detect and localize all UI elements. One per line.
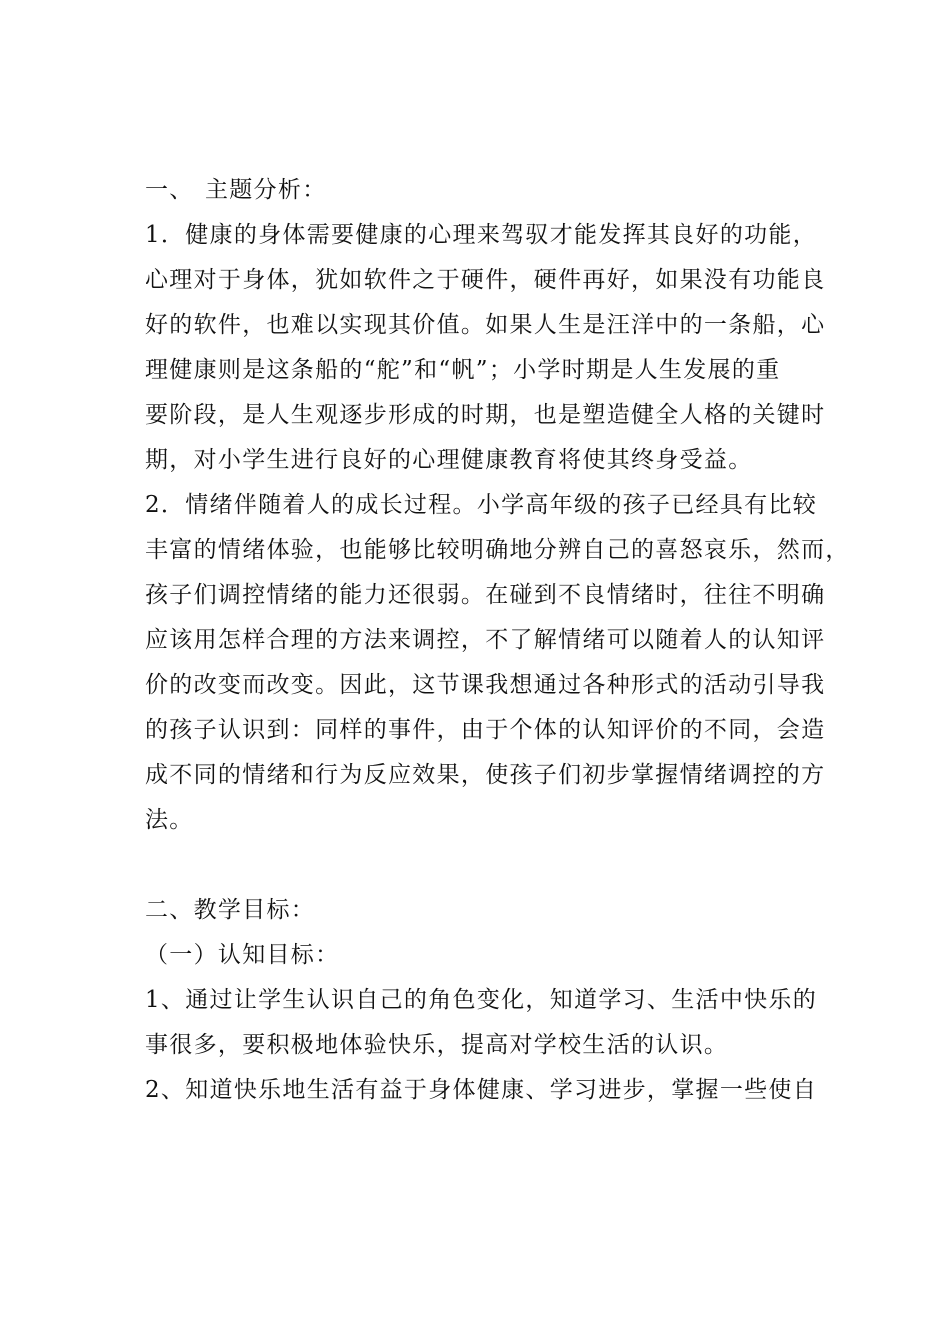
paragraph-line: 1．健康的身体需要健康的心理来驾驭才能发挥其良好的功能， — [145, 222, 818, 248]
list-item-line: 事很多，要积极地体验快乐，提高对学校生活的认识。 — [145, 1032, 729, 1058]
paragraph-line: 理健康则是这条船的“舵”和“帆”；小学时期是人生发展的重 — [145, 357, 781, 383]
section-2-items — [145, 978, 818, 1113]
list-item-line: 1、通过让学生认识自己的角色变化，知道学习、生活中快乐的 — [145, 987, 818, 1013]
paragraph-line: 的孩子认识到：同样的事件，由于个体的认知评价的不同，会造 — [145, 717, 826, 743]
paragraph-line: 心理对于身体，犹如软件之于硬件，硬件再好，如果没有功能良 — [145, 267, 826, 293]
paragraph-line: 应该用怎样合理的方法来调控，不了解情绪可以随着人的认知评 — [145, 627, 826, 653]
document-body — [145, 168, 850, 1113]
paragraph-line: 要阶段，是人生观逐步形成的时期，也是塑造健全人格的关键时 — [145, 402, 826, 428]
paragraph-line: 2．情绪伴随着人的成长过程。小学高年级的孩子已经具有比较 — [145, 492, 818, 518]
paragraph-line: 价的改变而改变。因此，这节课我想通过各种形式的活动引导我 — [145, 672, 826, 698]
section-1-paragraph-1 — [145, 213, 826, 483]
paragraph-line: 孩子们调控情绪的能力还很弱。在碰到不良情绪时，往往不明确 — [145, 582, 826, 608]
section-spacer — [145, 843, 810, 888]
paragraph-line: 丰富的情绪体验，也能够比较明确地分辨自己的喜怒哀乐，然而， — [145, 537, 850, 563]
list-item-line: 2、知道快乐地生活有益于身体健康、学习进步，掌握一些使自 — [145, 1077, 818, 1103]
section-2-subheading: （一）认知目标： — [145, 942, 340, 968]
paragraph-line: 好的软件，也难以实现其价值。如果人生是汪洋中的一条船，心 — [145, 312, 826, 338]
section-2-heading: 二、教学目标： — [145, 897, 316, 923]
paragraph-line: 期，对小学生进行良好的心理健康教育将使其终身受益。 — [145, 447, 753, 473]
section-1-paragraph-2 — [145, 483, 850, 843]
paragraph-line: 法。 — [145, 807, 194, 833]
section-1-heading — [145, 168, 810, 213]
section-1-title: 主题分析： — [205, 177, 327, 203]
section-1-number: 一、 — [145, 177, 194, 203]
paragraph-line: 成不同的情绪和行为反应效果，使孩子们初步掌握情绪调控的方 — [145, 762, 826, 788]
